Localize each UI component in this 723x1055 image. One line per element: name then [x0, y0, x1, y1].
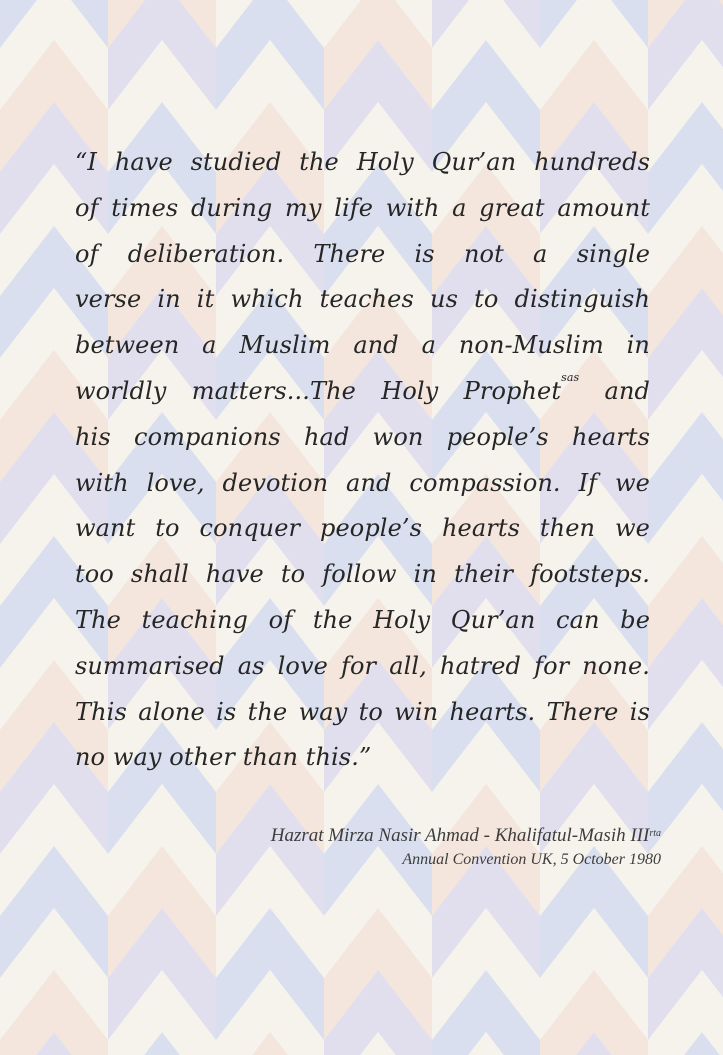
quote-line-6-text: worldly matters...The Holy Prophet [75, 376, 562, 405]
quote-line-8: with love, devotion and compassion. If we [75, 468, 650, 497]
quote-line-1: “I have studied the Holy Qur’an hundreds [75, 148, 650, 176]
quote-line-3: of deliberation. There is not a single [75, 239, 650, 268]
quote-line-13: This alone is the way to win hearts. There is [75, 697, 650, 726]
quote-block [75, 140, 650, 781]
quote-line-2: of times during my life with a great amount [75, 193, 650, 222]
quote-line-4: verse in it which teaches us to distinguish [75, 285, 650, 314]
quote-line-9: want to conquer people’s hearts then we [75, 514, 650, 543]
attribution-event: Annual Convention UK, 5 October 1980 [402, 851, 661, 868]
quote-line-5: between a Muslim and a non-Muslim in [75, 331, 650, 360]
attribution-name-line [271, 823, 661, 849]
quote-line-10: too shall have to follow in their footsteps. [75, 560, 650, 589]
quote-line-12: summarised as love for all, hatred for none. [75, 651, 650, 680]
quote-line-6-suffix: and [579, 376, 650, 405]
attribution-name: Hazrat Mirza Nasir Ahmad - Khalifatul-Masih III [270, 825, 650, 846]
quote-line-14: no way other than this.” [75, 743, 372, 772]
attribution-superscript: rta [649, 828, 661, 839]
attribution [271, 823, 661, 871]
quote-line-6 [75, 369, 650, 415]
honorific-superscript: sas [561, 370, 580, 384]
quote-line-11: The teaching of the Holy Qur’an can be [75, 605, 650, 634]
quote-line-7: his companions had won people’s hearts [75, 422, 650, 451]
